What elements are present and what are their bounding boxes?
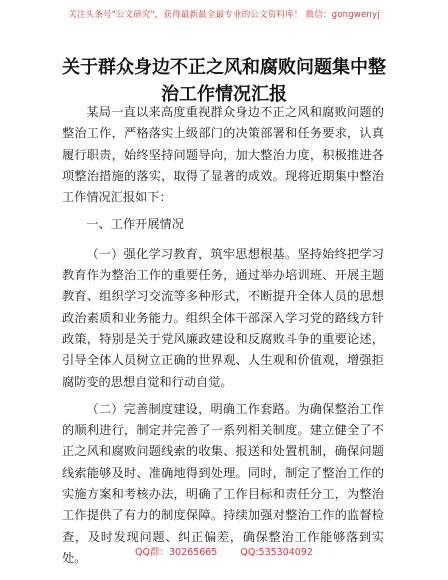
- qq-group-text: QQ群：30265665: [135, 547, 218, 558]
- section-heading: 一、工作开展情况: [86, 217, 184, 232]
- body-paragraph: （一）强化学习教育，筑牢思想根基。坚持始终把学习教育作为整治工作的重要任务，通过举办培训班、开展主题教育、组织学习交流等多种形式，不断提升全体人员的思想政治素质和业务能力。组织全体干部深入学习党的路线方针政策，特别是关于党风廉政建设和反腐败斗争的重要论述，引导全体人员树立正确的世界观、人生观和价值观，增强拒腐防变的思想自觉和行动自觉。: [62, 246, 384, 389]
- header-note: 关注头条号"公文研究"，获得最新最全最专业的公文资料库！ 微信：gongwenyj: [68, 10, 380, 20]
- document-title: 关于群众身边不正之风和腐败问题集中整治工作情况汇报: [62, 57, 386, 105]
- footer-contact: [0, 544, 448, 558]
- document-body: [62, 102, 384, 569]
- intro-paragraph: 某局一直以来高度重视群众身边不正之风和腐败问题的整治工作，严格落实上级部门的决策部署和任务要求，认真履行职责，始终坚持问题导向，加大整治力度，积极推进各项整治措施的落实，取得了显著的成效。现将近期集中整治工作情况汇报如下：: [62, 105, 384, 205]
- qq-text: QQ:535304092: [240, 547, 313, 558]
- body-paragraph: （二）完善制度建设，明确工作套路。为确保整治工作的顺利进行，制定并完善了一系列相关制度。建立健全了不正之风和腐败问题线索的收集、报送和处置机制，确保问题线索能够及时、准确地得到处理。同时，制定了整治工作的实施方案和考核办法，明确了工作目标和责任分工，为整治工作提供了有力的制度保障。持续加强对整治工作的监督检查，及时发现问题、纠正偏差，确保整治工作能够落到实处。: [62, 401, 384, 565]
